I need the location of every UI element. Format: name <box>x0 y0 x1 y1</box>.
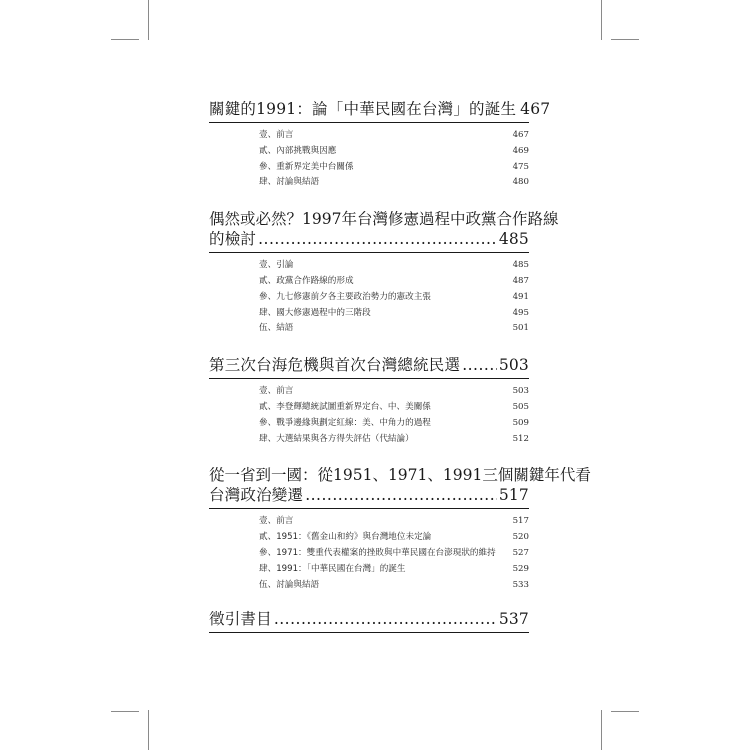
section-label: 伍、討論與結語 <box>259 579 320 590</box>
section-page-number: 527 <box>512 547 529 558</box>
section-page-number: 495 <box>512 307 529 318</box>
chapter-spacer <box>209 191 529 209</box>
section-list <box>209 384 529 447</box>
section-label: 壹、引論 <box>259 260 294 271</box>
chapter-title-row[interactable] <box>209 355 529 375</box>
section-entry[interactable] <box>259 530 529 546</box>
toc-chapter <box>209 355 529 447</box>
chapter-title-row[interactable] <box>209 229 529 249</box>
chapter-page-number: 467 <box>520 100 551 118</box>
section-entry[interactable] <box>259 306 529 322</box>
section-entry[interactable] <box>259 128 529 144</box>
chapter-title-row[interactable] <box>209 609 529 629</box>
chapter-rule <box>209 508 529 509</box>
section-list <box>209 258 529 337</box>
crop-mark <box>148 710 149 750</box>
chapter-spacer <box>209 447 529 465</box>
chapter-rule <box>209 632 529 633</box>
section-label: 壹、前言 <box>259 130 294 140</box>
section-page-number: 503 <box>512 386 529 397</box>
section-entry[interactable] <box>259 175 529 191</box>
chapter-title-row[interactable] <box>209 485 529 505</box>
crop-mark <box>611 711 639 712</box>
section-page-number: 501 <box>512 323 529 334</box>
chapter-rule <box>209 122 529 123</box>
chapter-title: 第三次台海危機與首次台灣總統民選 <box>209 356 461 375</box>
table-of-contents <box>209 99 591 638</box>
section-label: 貳、內部挑戰與因應 <box>259 145 337 156</box>
dot-leader <box>258 229 497 249</box>
section-page-number: 480 <box>512 177 529 188</box>
section-entry[interactable] <box>259 144 529 160</box>
section-entry[interactable] <box>259 400 529 416</box>
section-page-number: 469 <box>512 145 529 156</box>
crop-mark <box>601 710 602 750</box>
section-label: 貳、李登輝總統試圖重新界定台、中、美關係 <box>259 401 431 412</box>
crop-mark <box>111 39 139 40</box>
section-list <box>209 514 529 593</box>
crop-mark <box>111 711 139 712</box>
section-label: 參、戰爭邊緣與劃定紅線：美、中角力的過程 <box>259 417 431 428</box>
toc-chapter <box>209 465 591 593</box>
section-page-number: 467 <box>512 130 529 140</box>
section-entry[interactable] <box>259 258 529 274</box>
section-page-number: 475 <box>512 161 529 172</box>
section-entry[interactable] <box>259 416 529 432</box>
section-entry[interactable] <box>259 562 529 578</box>
section-page-number: 505 <box>512 401 529 412</box>
section-page-number: 512 <box>512 433 529 444</box>
section-label: 肆、大選結果與各方得失評估（代結論） <box>259 433 414 444</box>
section-label: 肆、討論與結語 <box>259 177 320 188</box>
section-page-number: 485 <box>512 260 529 271</box>
section-page-number: 520 <box>512 532 529 543</box>
section-label: 參、九七修憲前夕各主要政治勢力的憲改主張 <box>259 291 431 302</box>
section-entry[interactable] <box>259 274 529 290</box>
section-page-number: 517 <box>512 516 529 527</box>
section-label: 參、1971：雙重代表權案的挫敗與中華民國在台澎現狀的維持 <box>259 547 496 558</box>
chapter-page-number: 517 <box>498 486 529 505</box>
section-label: 參、重新界定美中台關係 <box>259 161 354 172</box>
chapter-page-number: 537 <box>498 610 529 629</box>
section-label: 肆、1991：「中華民國在台灣」的誕生 <box>259 563 406 574</box>
section-entry[interactable] <box>259 384 529 400</box>
chapter-title-row[interactable] <box>209 99 551 119</box>
chapter-spacer <box>209 337 529 355</box>
chapter-page-number: 503 <box>498 356 529 375</box>
dot-leader <box>274 609 497 629</box>
section-page-number: 509 <box>512 417 529 428</box>
section-label: 壹、前言 <box>259 516 294 527</box>
crop-mark <box>601 0 602 40</box>
chapter-title: 的檢討 <box>209 230 257 249</box>
section-list <box>209 128 529 191</box>
chapter-rule <box>209 252 529 253</box>
toc-chapter <box>209 609 529 633</box>
section-label: 肆、國大修憲過程中的三階段 <box>259 307 371 318</box>
chapter-title-line[interactable]: 偶然或必然？1997年台灣修憲過程中政黨合作路線 <box>209 210 559 229</box>
section-entry[interactable] <box>259 432 529 448</box>
section-entry[interactable] <box>259 578 529 594</box>
toc-chapter <box>209 209 559 337</box>
chapter-title: 徵引書目 <box>209 610 272 629</box>
section-page-number: 491 <box>512 291 529 302</box>
section-entry[interactable] <box>259 321 529 337</box>
crop-mark <box>148 0 149 40</box>
chapter-spacer <box>209 593 529 609</box>
crop-mark <box>611 39 639 40</box>
section-entry[interactable] <box>259 546 529 562</box>
section-entry[interactable] <box>259 160 529 176</box>
section-page-number: 533 <box>512 579 529 590</box>
dot-leader <box>462 355 497 375</box>
chapter-page-number: 485 <box>498 230 529 249</box>
section-label: 貳、政黨合作路線的形成 <box>259 275 354 286</box>
chapter-title: 關鍵的1991：論「中華民國在台灣」的誕生 <box>209 100 517 118</box>
section-entry[interactable] <box>259 290 529 306</box>
section-page-number: 529 <box>512 563 529 574</box>
section-label: 貳、1951：《舊金山和約》與台灣地位未定論 <box>259 532 432 543</box>
chapter-title-line[interactable]: 從一省到一國：從1951、1971、1991三個關鍵年代看 <box>209 466 591 485</box>
section-label: 壹、前言 <box>259 386 294 397</box>
toc-chapter <box>209 99 551 191</box>
section-page-number: 487 <box>512 275 529 286</box>
chapter-rule <box>209 378 529 379</box>
chapter-title: 台灣政治變遷 <box>209 486 304 505</box>
section-label: 伍、結語 <box>259 323 294 334</box>
section-entry[interactable] <box>259 514 529 530</box>
dot-leader <box>305 485 497 505</box>
